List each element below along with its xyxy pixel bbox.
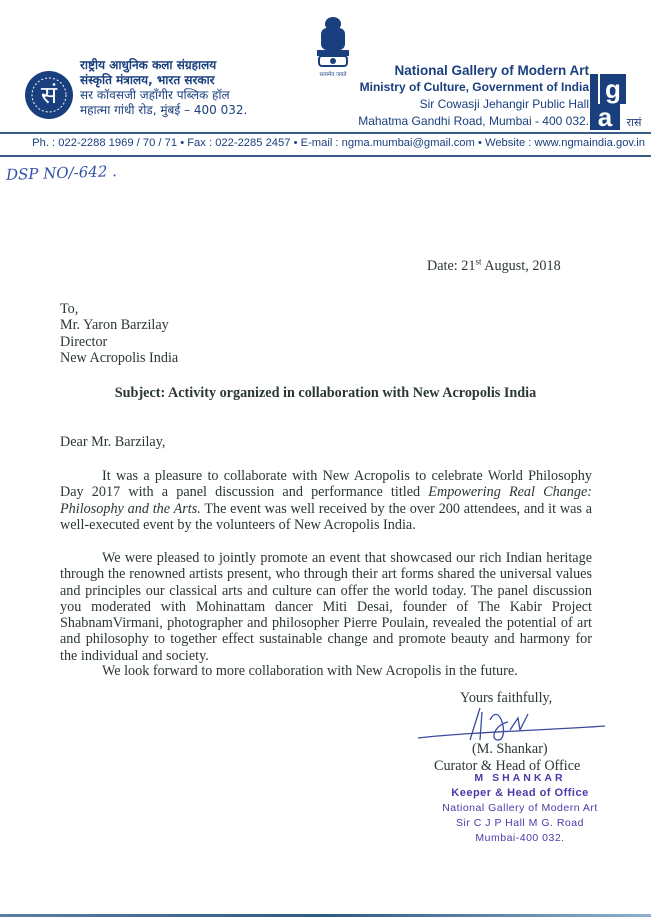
handwritten-reference: DSP NO/-642 .	[5, 162, 118, 184]
hindi-line: संस्कृति मंत्रालय, भारत सरकार	[80, 73, 215, 87]
office-stamp	[420, 771, 620, 846]
recipient-org: New Acropolis India	[60, 349, 179, 366]
national-emblem-icon	[308, 10, 358, 90]
stamp-line: Sir C J P Hall M G. Road	[456, 817, 584, 829]
ministry-name: Ministry of Culture, Government of India	[359, 80, 589, 94]
recipient-address	[60, 301, 178, 366]
hindi-line: महात्मा गांधी रोड, मुंबई – 400 032.	[80, 103, 248, 117]
paragraph-text: We were pleased to jointly promote an event that showcased our rich Indian heritage through the renowned artists present, who through their art forms shared the universal values and principles our classical arts and culture can offer the world today. The panel discussion you moderated with Mohinattam dancer Miti Desai, founder of The Kabir Project ShabnamVirmani, photographer and philosopher Pierre Poulain, revealed the potential of art and philosophy to together effect sustainable change and promote beauty and harmony for the individual and society.	[60, 550, 592, 664]
footer-divider	[0, 914, 651, 917]
closing: Yours faithfully,	[460, 690, 553, 706]
address-line: Mahatma Gandhi Road, Mumbai - 400 032.	[358, 114, 589, 128]
paragraph-text: It was a pleasure to collaborate with New Acropolis to celebrate World Philosophy Day 2017 with a panel discussion and performance titled	[60, 468, 592, 501]
date-day: Date: 21	[427, 258, 476, 274]
org-name: National Gallery of Modern Art	[394, 63, 589, 78]
date-month-year: August, 2018	[481, 258, 561, 274]
paragraph-3	[60, 663, 592, 679]
emblem-motto: सत्यमेव जयते	[319, 72, 347, 78]
header-divider	[0, 132, 651, 134]
recipient-name: Mr. Yaron Barzilay	[60, 317, 169, 334]
stamp-line: M SHANKAR	[474, 772, 566, 784]
recipient-title: Director	[60, 333, 108, 350]
contact-divider	[0, 155, 651, 157]
salutation: Dear Mr. Barzilay,	[60, 434, 166, 450]
svg-text:सं: सं	[40, 81, 58, 109]
hindi-line: राष्ट्रीय आधुनिक कला संग्रहालय	[80, 58, 217, 72]
stamp-line: Keeper & Head of Office	[451, 787, 589, 799]
signatory-name: (M. Shankar)	[472, 741, 548, 757]
ngma-left-logo-icon	[24, 70, 74, 120]
paragraph-1	[60, 468, 592, 533]
paragraph-text: The event was well received by the over 200 attendees, and it was a well-executed event by the volunteers of New Acropolis India.	[60, 500, 592, 533]
svg-text:a: a	[597, 102, 613, 130]
letter-subject: Subject: Activity organized in collaboration with New Acropolis India	[114, 385, 537, 401]
letterhead-english-block	[358, 62, 589, 130]
ngma-right-logo-icon	[590, 74, 646, 130]
date-ordinal: st	[475, 256, 482, 267]
paragraph-text: We look forward to more collaboration with New Acropolis in the future.	[102, 663, 518, 679]
address-to: To,	[60, 301, 79, 317]
stamp-line: National Gallery of Modern Art	[442, 802, 598, 814]
stamp-line: Mumbai-400 032.	[475, 832, 565, 844]
contact-line: Ph. : 022-2288 1969 / 70 / 71 • Fax : 022-2285 2457 • E-mail : ngma.mumbai@gmail.com • Website : www.ngmaindia.gov.in	[32, 137, 645, 149]
letterhead-hindi-block	[80, 58, 247, 118]
address-line: Sir Cowasji Jehangir Public Hall	[419, 97, 589, 111]
paragraph-2	[60, 550, 592, 664]
logo-hindi-text: रासं	[626, 116, 642, 129]
signatory-title: Curator & Head of Office	[434, 758, 581, 774]
event-title: Empowering Real Change: Philosophy and the Arts.	[60, 484, 592, 517]
svg-text:g: g	[605, 74, 621, 104]
letter-date	[427, 258, 561, 274]
hindi-line: सर कॉवसजी जहाँगीर पब्लिक हॉल	[80, 88, 230, 102]
